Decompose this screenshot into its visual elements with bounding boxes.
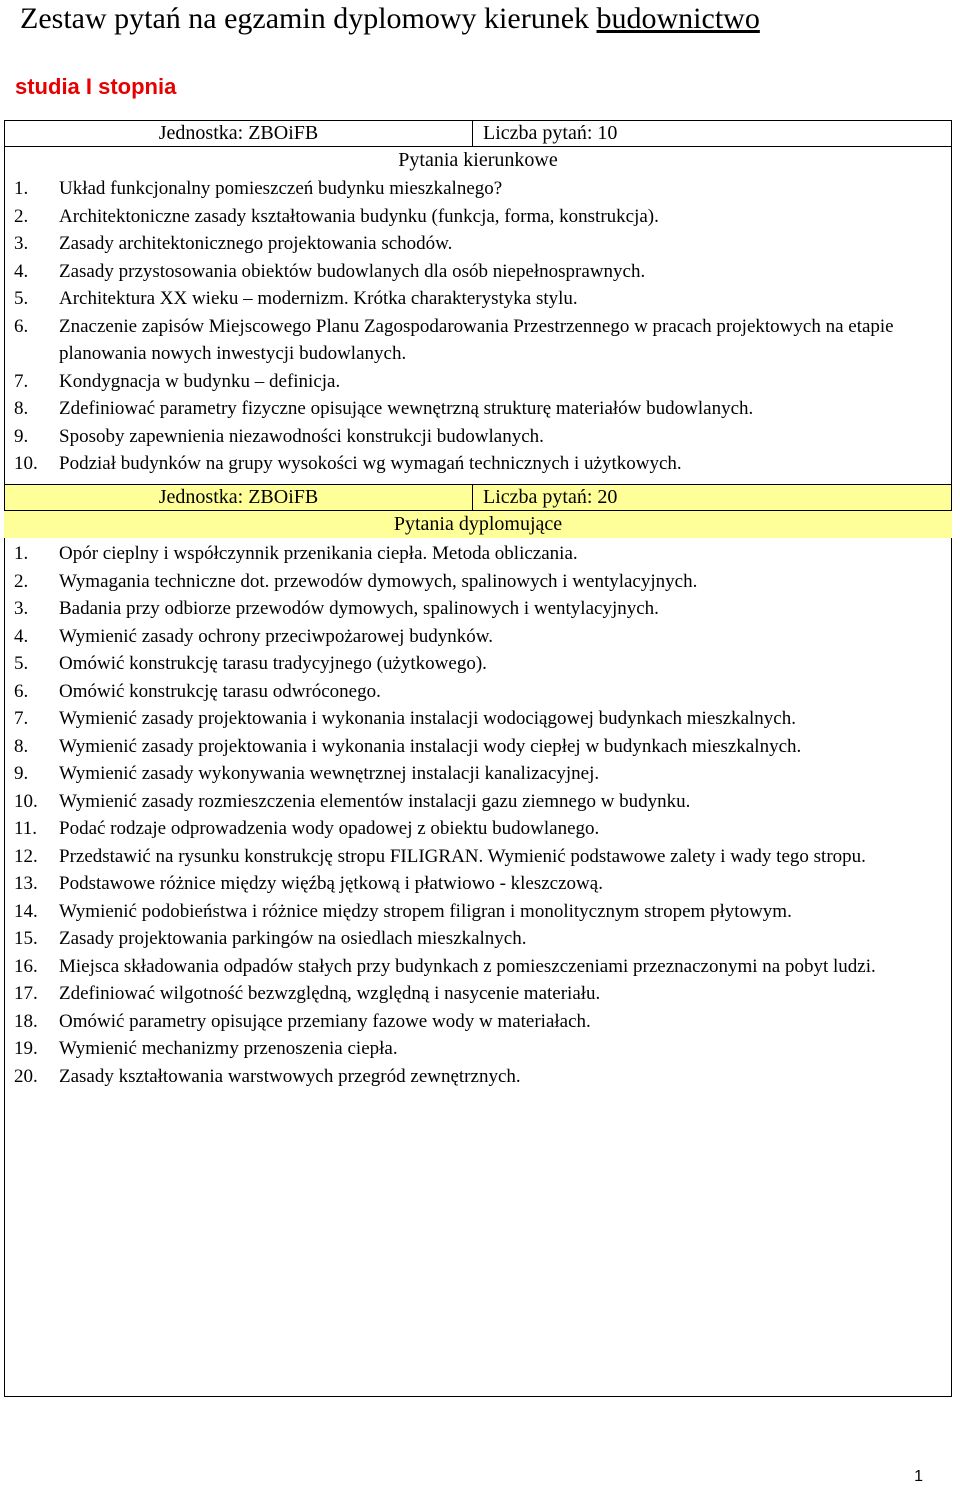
- section1-unit: Jednostka: ZBOiFB: [5, 121, 473, 146]
- question-number: 8.: [14, 398, 29, 419]
- question-item: [4, 843, 948, 871]
- question-text: Wymienić zasady ochrony przeciwpożarowej budynków.: [59, 625, 493, 647]
- question-text: Wymienić zasady wykonywania wewnętrznej instalacji kanalizacyjnej.: [59, 763, 600, 784]
- question-item: [4, 705, 948, 733]
- section1-question-list: [4, 175, 948, 478]
- section1-count: Liczba pytań: 10: [483, 122, 618, 144]
- question-item: [4, 870, 948, 898]
- question-text: Opór cieplny i współczynnik przenikania ciepła. Metoda obliczania.: [59, 543, 578, 564]
- question-item: [4, 450, 948, 478]
- question-number: 17.: [14, 983, 38, 1004]
- question-text: Wymienić zasady projektowania i wykonania instalacji wody ciepłej w budynkach mieszkalnych.: [59, 735, 802, 757]
- question-item: [4, 203, 948, 231]
- question-text: Zasady architektonicznego projektowania schodów.: [59, 233, 453, 254]
- question-number: 1.: [14, 178, 29, 199]
- question-item: [4, 815, 948, 843]
- question-number: 13.: [14, 873, 38, 894]
- question-number: 5.: [14, 288, 29, 309]
- question-item: [4, 285, 948, 313]
- question-item: [4, 595, 948, 623]
- question-text: Architektoniczne zasady kształtowania budynku (funkcja, forma, konstrukcja).: [59, 205, 659, 227]
- question-item: [4, 623, 948, 651]
- question-number: 3.: [14, 233, 29, 254]
- page-title: [20, 2, 760, 36]
- question-text: Wymienić mechanizmy przenoszenia ciepła.: [59, 1038, 398, 1059]
- question-text: Badania przy odbiorze przewodów dymowych, spalinowych i wentylacyjnych.: [59, 598, 659, 619]
- question-item: [4, 175, 948, 203]
- question-item: [4, 953, 948, 981]
- question-number: 7.: [14, 370, 29, 392]
- question-number: 2.: [14, 205, 29, 227]
- question-number: 14.: [14, 900, 38, 922]
- question-item: [4, 423, 948, 451]
- question-item: [4, 1008, 948, 1036]
- section1-header-row: [4, 120, 952, 147]
- question-number: 9.: [14, 763, 29, 784]
- section2-heading: Pytania dyplomujące: [4, 511, 952, 538]
- question-number: 20.: [14, 1065, 38, 1087]
- question-item: [4, 898, 948, 926]
- question-text: Układ funkcjonalny pomieszczeń budynku mieszkalnego?: [59, 178, 503, 199]
- question-text: Architektura XX wieku – modernizm. Krótka charakterystyka stylu.: [59, 288, 578, 309]
- question-text: Przedstawić na rysunku konstrukcję stropu FILIGRAN. Wymienić podstawowe zalety i wady tego stropu.: [59, 845, 866, 867]
- section2-count: Liczba pytań: 20: [483, 486, 618, 508]
- question-text: Miejsca składowania odpadów stałych przy budynkach z pomieszczeniami przeznaczonymi na pobyt ludzi.: [59, 955, 876, 977]
- question-item: [4, 733, 948, 761]
- question-text: Zdefiniować wilgotność bezwzględną, względną i nasycenie materiału.: [59, 983, 601, 1004]
- question-item: [4, 925, 948, 953]
- question-number: 9.: [14, 425, 29, 447]
- question-text: Wymienić podobieństwa i różnice między stropem filigran i monolitycznym stropem płytowym.: [59, 900, 792, 922]
- question-item: [4, 313, 948, 368]
- question-text: Omówić konstrukcję tarasu odwróconego.: [59, 680, 381, 702]
- question-text: Znaczenie zapisów Miejscowego Planu Zagospodarowania Przestrzennego w pracach projektowych na etapie planowania nowych inwestycji budowlanych.: [59, 315, 894, 364]
- question-item: [4, 540, 948, 568]
- question-item: [4, 1035, 948, 1063]
- question-number: 2.: [14, 570, 29, 592]
- question-item: [4, 258, 948, 286]
- question-text: Wymienić zasady projektowania i wykonania instalacji wodociągowej budynkach mieszkalnych.: [59, 708, 796, 729]
- section2-unit: Jednostka: ZBOiFB: [5, 485, 473, 510]
- question-text: Sposoby zapewnienia niezawodności konstrukcji budowlanych.: [59, 425, 544, 447]
- question-item: [4, 230, 948, 258]
- title-field: budownictwo: [596, 2, 760, 35]
- title-prefix: Zestaw pytań na egzamin dyplomowy kierunek: [20, 2, 597, 35]
- section2-question-list: [4, 540, 948, 1090]
- section1-heading: Pytania kierunkowe: [398, 149, 558, 171]
- question-item: [4, 395, 948, 423]
- question-number: 1.: [14, 543, 29, 564]
- question-number: 15.: [14, 928, 38, 949]
- question-number: 11.: [14, 818, 38, 839]
- question-text: Podział budynków na grupy wysokości wg wymagań technicznych i użytkowych.: [59, 453, 682, 474]
- question-text: Omówić konstrukcję tarasu tradycyjnego (użytkowego).: [59, 653, 487, 674]
- question-text: Zasady kształtowania warstwowych przegród zewnętrznych.: [59, 1065, 521, 1087]
- question-number: 6.: [14, 680, 29, 702]
- question-item: [4, 368, 948, 396]
- question-number: 19.: [14, 1038, 38, 1059]
- question-text: Podać rodzaje odprowadzenia wody opadowej z obiektu budowlanego.: [59, 818, 600, 839]
- page-number: 1: [914, 1468, 923, 1485]
- question-text: Zasady projektowania parkingów na osiedlach mieszkalnych.: [59, 928, 527, 949]
- question-number: 4.: [14, 625, 29, 647]
- question-number: 10.: [14, 790, 38, 812]
- question-text: Wymagania techniczne dot. przewodów dymowych, spalinowych i wentylacyjnych.: [59, 570, 698, 592]
- question-number: 7.: [14, 708, 29, 729]
- question-item: [4, 568, 948, 596]
- page-subtitle: studia I stopnia: [15, 74, 177, 99]
- question-number: 3.: [14, 598, 29, 619]
- question-number: 6.: [14, 315, 29, 337]
- question-text: Kondygnacja w budynku – definicja.: [59, 370, 341, 392]
- question-item: [4, 650, 948, 678]
- question-number: 12.: [14, 845, 38, 867]
- question-item: [4, 1063, 948, 1091]
- question-number: 5.: [14, 653, 29, 674]
- question-number: 10.: [14, 453, 38, 474]
- question-text: Wymienić zasady rozmieszczenia elementów instalacji gazu ziemnego w budynku.: [59, 790, 691, 812]
- question-number: 8.: [14, 735, 29, 757]
- question-text: Omówić parametry opisujące przemiany fazowe wody w materiałach.: [59, 1010, 591, 1032]
- question-text: Zdefiniować parametry fizyczne opisujące wewnętrzną strukturę materiałów budowlanych.: [59, 398, 754, 419]
- section2-header-row: [4, 484, 952, 511]
- question-number: 16.: [14, 955, 38, 977]
- question-item: [4, 760, 948, 788]
- question-text: Podstawowe różnice między więźbą jętkową i płatwiowo - kleszczową.: [59, 873, 603, 894]
- question-text: Zasady przystosowania obiektów budowlanych dla osób niepełnosprawnych.: [59, 260, 646, 282]
- question-number: 18.: [14, 1010, 38, 1032]
- question-item: [4, 678, 948, 706]
- question-item: [4, 980, 948, 1008]
- question-number: 4.: [14, 260, 29, 282]
- question-item: [4, 788, 948, 816]
